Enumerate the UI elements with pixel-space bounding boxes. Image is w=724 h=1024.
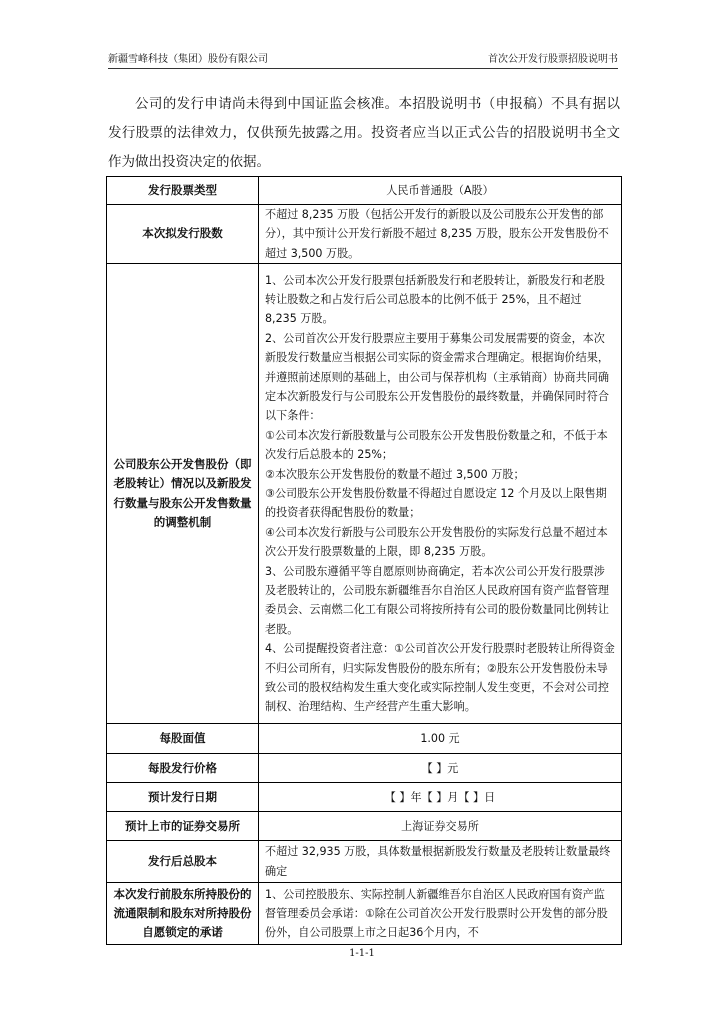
adjustment-paragraph: ④公司本次发行新股与公司股东公开发售股份的实际发行总量不超过本次公开发行股票数量的上限，即 8,235 万股。	[265, 525, 608, 559]
row-value: 1.00 元	[259, 724, 622, 754]
row-label: 预计发行日期	[107, 783, 259, 812]
row-label: 发行股票类型	[107, 177, 259, 205]
row-label: 本次拟发行股数	[107, 205, 259, 264]
table-row	[107, 841, 622, 883]
row-label: 本次发行前股东所持股份的流通限制和股东对所持股份自愿锁定的承诺	[107, 883, 259, 945]
table-row	[107, 812, 622, 841]
adjustment-paragraph: ③公司股东公开发售股份数量不得超过自愿设定 12 个月及以上限售期的投资者获得配售股份的数量；	[265, 487, 607, 520]
table-row	[107, 205, 622, 264]
table-row	[107, 783, 622, 812]
table-row	[107, 264, 622, 724]
row-label: 每股发行价格	[107, 754, 259, 783]
row-value: 不超过 8,235 万股（包括公开发行的新股以及公司股东公开发售的部分），其中预计公开发行新股不超过 8,235 万股，股东公开发售股份不超过 3,500 万股。	[259, 205, 622, 264]
page-number: 1-1-1	[349, 948, 375, 959]
table-row	[107, 177, 622, 205]
row-value: 【 】元	[259, 754, 622, 783]
disclaimer-paragraph: 公司的发行申请尚未得到中国证监会核准。本招股说明书（申报稿）不具有据以发行股票的法律效力，仅供预先披露之用。投资者应当以正式公告的招股说明书全文作为做出投资决定的依据。	[108, 96, 620, 170]
adjustment-paragraph: ②本次股东公开发售股份的数量不超过 3,500 万股；	[265, 467, 525, 481]
row-value: 上海证券交易所	[259, 812, 622, 841]
company-name: 新疆雪峰科技（集团）股份有限公司	[108, 54, 268, 65]
row-label: 公司股东公开发售股份（即老股转让）情况以及新股发行数量与股东公开发售数量的调整机制	[107, 264, 259, 724]
adjustment-paragraph: 4、公司提醒投资者注意：①公司首次公开发行股票时老股转让所得资金不归公司所有，归实际发售股份的股东所有；②股东公开发售股份未导致公司的股权结构发生重大变化或实际控制人发生变更，不会对公司控制权、治理结构、生产经营产生重大影响。	[265, 642, 615, 714]
row-label: 预计上市的证券交易所	[107, 812, 259, 841]
row-value: 1、公司控股股东、实际控制人新疆维吾尔自治区人民政府国有资产监督管理委员会承诺：①除在公司首次公开发行股票时公开发售的部分股份外，自公司股票上市之日起36个月内，不	[259, 883, 622, 945]
row-label: 发行后总股本	[107, 841, 259, 883]
document-title: 首次公开发行股票招股说明书	[488, 54, 618, 65]
table-row	[107, 883, 622, 945]
table-row	[107, 724, 622, 754]
row-value: 不超过 32,935 万股，具体数量根据新股发行数量及老股转让数量最终确定	[259, 841, 622, 883]
page-header	[108, 52, 618, 69]
row-value: 人民币普通股（A股）	[259, 177, 622, 205]
adjustment-paragraph: 2、公司首次公开发行股票应主要用于募集公司发展需要的资金，本次新股发行数量应当根据公司实际的资金需求合理确定。根据询价结果，并遵照前述原则的基础上，由公司与保荐机构（主承销商）协商共同确定本次新股发行与公司股东公开发售股份的最终数量，并确保同时符合以下条件：	[265, 331, 609, 423]
adjustment-paragraph: ①公司本次发行新股数量与公司股东公开发售股份数量之和，不低于本次发行后总股本的 25%；	[265, 428, 608, 462]
adjustment-paragraph: 3、公司股东遵循平等自愿原则协商确定，若本次公司公开发行股票涉及老股转让的，公司股东新疆维吾尔自治区人民政府国有资产监督管理委员会、云南燃二化工有限公司将按所持有公司的股份数量同比例转让老股。	[265, 564, 609, 636]
adjustment-paragraph: 1、公司本次公开发行股票包括新股发行和老股转让，新股发行和老股转让股数之和占发行后公司总股本的比例不低于 25%，且不超过 8,235 万股。	[265, 273, 605, 326]
offering-summary-table	[106, 176, 622, 945]
row-label: 每股面值	[107, 724, 259, 754]
row-value: 【 】年【 】月【 】日	[259, 783, 622, 812]
row-value	[259, 264, 622, 724]
table-row	[107, 754, 622, 783]
